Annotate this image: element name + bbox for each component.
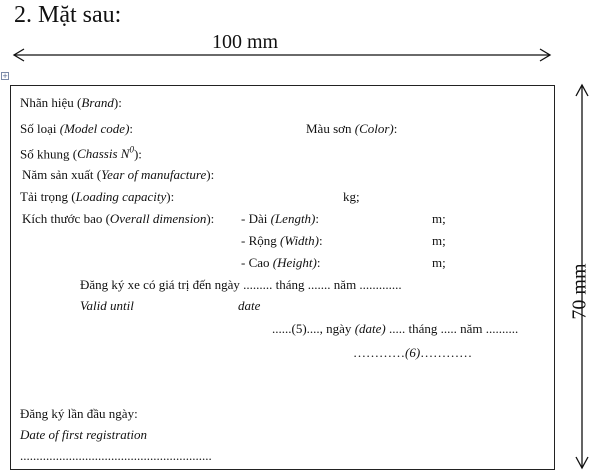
loading-unit: kg;	[343, 189, 360, 204]
signature-authority: …………(6)…………	[353, 345, 473, 360]
height-field: - Cao (Height):	[241, 255, 321, 270]
width-label: 100 mm	[212, 31, 279, 53]
signature-place-date: ......(5)...., ngày (date) ..... tháng ..... năm ..........	[272, 321, 519, 336]
loading-capacity-field: Tải trọng (Loading capacity):	[20, 189, 175, 204]
table-move-handle-icon[interactable]: +	[2, 72, 8, 80]
model-code-field: Số loại (Model code):	[20, 121, 134, 136]
length-field: - Dài (Length):	[241, 211, 320, 226]
brand-field: Nhãn hiệu (Brand):	[20, 95, 122, 110]
section-heading: 2. Mặt sau:	[14, 2, 122, 28]
year-field: Năm sản xuất (Year of manufacture):	[22, 167, 215, 182]
width-unit: m;	[432, 233, 446, 248]
chassis-field: Số khung (Chassis $N^0$):	[20, 145, 142, 162]
length-unit: m;	[432, 211, 446, 226]
overall-dimension-field: Kích thước bao (Overall dimension):	[22, 211, 215, 226]
first-registration-en: Date of first registration	[20, 427, 147, 442]
valid-until-en: Valid until	[80, 298, 134, 313]
height-unit: m;	[432, 255, 446, 270]
height-label: 70 mm	[568, 263, 591, 320]
valid-until-vi: Đăng ký xe có giá trị đến ngày ......... tháng ....... năm .............	[80, 277, 402, 292]
color-field: Màu sơn (Color):	[306, 121, 398, 136]
valid-until-date: date	[238, 298, 261, 313]
first-registration-vi: Đăng ký lần đầu ngày:	[20, 406, 138, 421]
first-registration-blank: ...........................................................	[20, 448, 212, 463]
width-field: - Rộng (Width):	[241, 233, 323, 248]
